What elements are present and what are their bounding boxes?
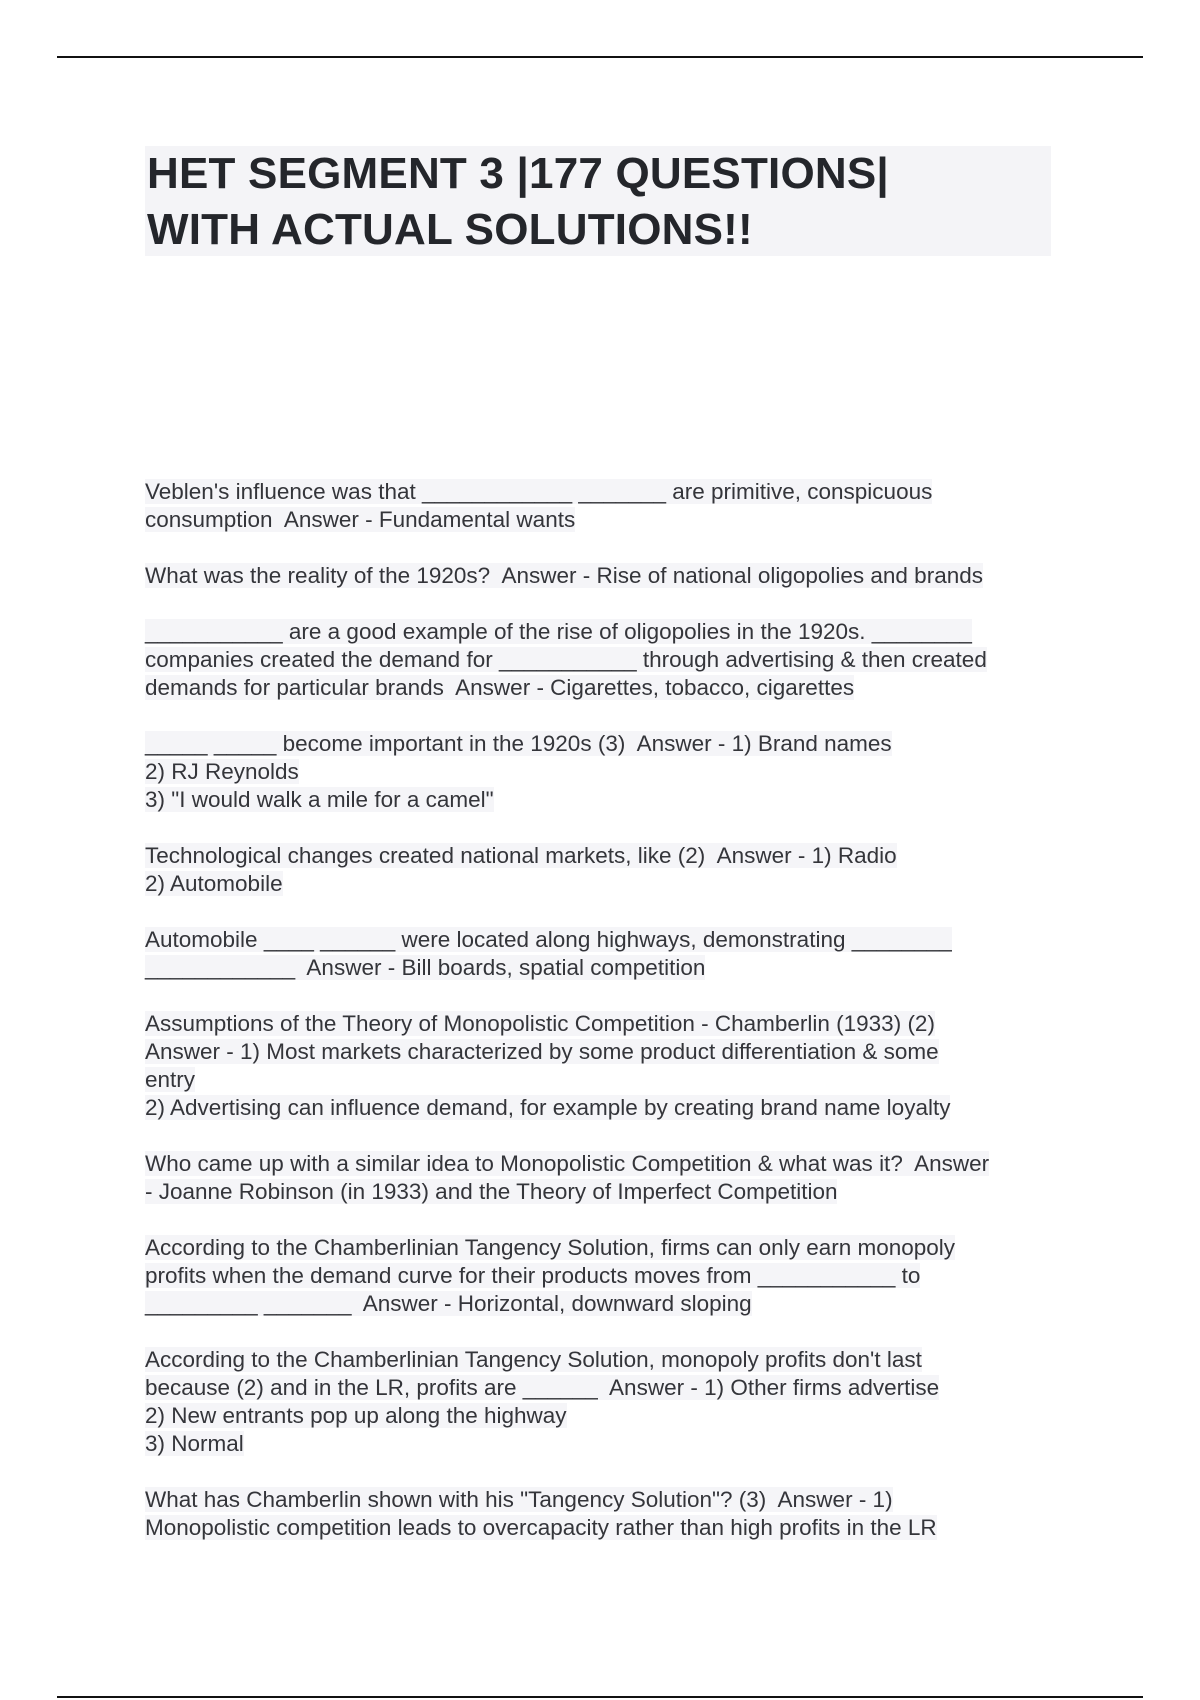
qa-text: profits when the demand curve for their products moves from ___________ to: [145, 1263, 921, 1288]
qa-item: [145, 1486, 1065, 1542]
qa-line: [145, 954, 1065, 982]
qa-text: Who came up with a similar idea to Monopolistic Competition & what was it? Answer: [145, 1151, 990, 1176]
qa-text: _________ _______ Answer - Horizontal, downward sloping: [145, 1291, 752, 1316]
qa-item: [145, 1346, 1065, 1458]
qa-item: [145, 478, 1065, 534]
title-block: [145, 146, 1051, 256]
qa-text: entry: [145, 1067, 196, 1092]
qa-item: [145, 562, 1065, 590]
qa-text: According to the Chamberlinian Tangency Solution, monopoly profits don't last: [145, 1347, 922, 1372]
qa-line: [145, 1346, 1065, 1374]
title-line-1: HET SEGMENT 3 |177 QUESTIONS|: [147, 149, 889, 198]
qa-text: Automobile ____ ______ were located along highways, demonstrating ________: [145, 927, 952, 952]
qa-line: [145, 1010, 1065, 1038]
qa-text: 2) Advertising can influence demand, for example by creating brand name loyalty: [145, 1095, 951, 1120]
qa-list: [145, 478, 1065, 1570]
qa-line: [145, 1374, 1065, 1402]
qa-text: because (2) and in the LR, profits are ______ Answer - 1) Other firms advertise: [145, 1375, 940, 1400]
qa-text: ___________ are a good example of the rise of oligopolies in the 1920s. ________: [145, 619, 972, 644]
qa-text: According to the Chamberlinian Tangency Solution, firms can only earn monopoly: [145, 1235, 956, 1260]
qa-line: [145, 1290, 1065, 1318]
qa-text: demands for particular brands Answer - Cigarettes, tobacco, cigarettes: [145, 675, 855, 700]
qa-text: Technological changes created national markets, like (2) Answer - 1) Radio: [145, 843, 897, 868]
qa-text: 2) New entrants pop up along the highway: [145, 1403, 567, 1428]
qa-text: ____________ Answer - Bill boards, spatial competition: [145, 955, 706, 980]
qa-line: [145, 506, 1065, 534]
qa-item: [145, 618, 1065, 702]
qa-text: 2) RJ Reynolds: [145, 759, 299, 784]
qa-text: Monopolistic competition leads to overcapacity rather than high profits in the LR: [145, 1515, 937, 1540]
qa-line: [145, 1038, 1065, 1066]
qa-line: [145, 1514, 1065, 1542]
qa-line: [145, 1486, 1065, 1514]
bottom-rule: [57, 1696, 1143, 1698]
qa-line: [145, 478, 1065, 506]
qa-line: [145, 1150, 1065, 1178]
qa-item: [145, 730, 1065, 814]
qa-text: Answer - 1) Most markets characterized by some product differentiation & some: [145, 1039, 939, 1064]
qa-text: consumption Answer - Fundamental wants: [145, 507, 576, 532]
qa-line: [145, 1178, 1065, 1206]
qa-text: 3) Normal: [145, 1431, 244, 1456]
qa-line: [145, 1262, 1065, 1290]
qa-line: [145, 842, 1065, 870]
qa-text: Veblen's influence was that ____________ _______ are primitive, conspicuous: [145, 479, 933, 504]
qa-line: [145, 1094, 1065, 1122]
qa-line: [145, 730, 1065, 758]
qa-line: [145, 618, 1065, 646]
top-rule: [57, 56, 1143, 58]
title-line-2: WITH ACTUAL SOLUTIONS!!: [147, 205, 753, 254]
qa-item: [145, 926, 1065, 982]
qa-item: [145, 1234, 1065, 1318]
page-title: [147, 146, 1051, 258]
qa-text: Assumptions of the Theory of Monopolistic Competition - Chamberlin (1933) (2): [145, 1011, 935, 1036]
qa-text: 3) "I would walk a mile for a camel": [145, 787, 494, 812]
qa-text: What was the reality of the 1920s? Answer - Rise of national oligopolies and brands: [145, 563, 983, 588]
qa-item: [145, 1150, 1065, 1206]
qa-text: What has Chamberlin shown with his "Tangency Solution"? (3) Answer - 1): [145, 1487, 893, 1512]
qa-line: [145, 562, 1065, 590]
qa-line: [145, 1234, 1065, 1262]
qa-text: _____ _____ become important in the 1920s (3) Answer - 1) Brand names: [145, 731, 892, 756]
qa-line: [145, 646, 1065, 674]
qa-item: [145, 1010, 1065, 1122]
qa-text: 2) Automobile: [145, 871, 283, 896]
qa-line: [145, 786, 1065, 814]
qa-line: [145, 674, 1065, 702]
qa-text: companies created the demand for ___________ through advertising & then created: [145, 647, 987, 672]
qa-line: [145, 1430, 1065, 1458]
qa-line: [145, 1066, 1065, 1094]
qa-line: [145, 870, 1065, 898]
qa-line: [145, 758, 1065, 786]
qa-line: [145, 1402, 1065, 1430]
qa-item: [145, 842, 1065, 898]
qa-text: - Joanne Robinson (in 1933) and the Theory of Imperfect Competition: [145, 1179, 838, 1204]
qa-line: [145, 926, 1065, 954]
